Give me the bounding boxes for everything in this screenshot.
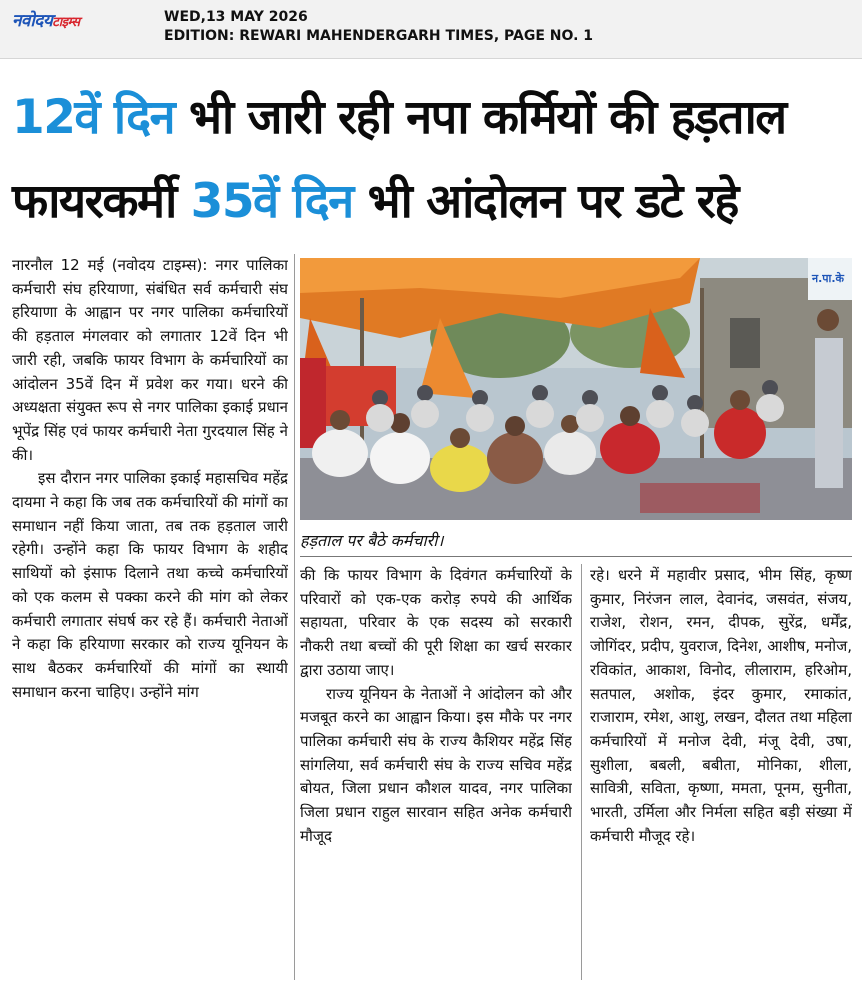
- headline-text-1: भी जारी रही नपा कर्मियों की हड़ताल: [174, 90, 786, 145]
- article-column-3: [590, 564, 852, 980]
- newspaper-logo[interactable]: [12, 8, 80, 31]
- logo-main-text: नवोदय: [12, 11, 53, 31]
- article-paragraph: राज्य यूनियन के नेताओं ने आंदोलन को और मजबूत करने का आह्वान किया। इस मौके पर नगर पालिका कर्मचारी संघ के राज्य कैशियर महेंद्र सिंह सांगलिया, सर्व कर्मचारी संघ के राज्य सचिव महेंद्र बोयत, जिला प्रधान कौशल यादव, नगर पालिका जिला प्रधान राहुल सारवान सहित अनेक कर्मचारी मौजूद: [300, 684, 572, 845]
- masthead-bar: [0, 0, 862, 59]
- article-paragraph: रहे। धरने में महावीर प्रसाद, भीम सिंह, कृष्ण कुमार, निरंजन लाल, देवानंद, जसवंत, संजय, राजेश, रोशन, रमन, दीपक, सुरेंद्र, धर्मेंद्र, जोगिंदर, प्रदीप, युवराज, दिनेश, आशीष, मनोज, रविकांत, आकाश, विनोद, लीलाराम, हरिओम, सतपाल, अशोक, इंदर कुमार, रमाकांत, राजाराम, रमेश, आशु, लखन, दौलत तथा महिला कर्मचारियों में मनोज देवी, मंजू देवी, उषा, सुशीला, बबली, बबीता, मोनिका, शीला, सावित्री, सविता, कृष्णा, ममता, पूनम, सुनीता, भारती, उर्मिला और निर्मला सहित बड़ी संख्या में कर्मचारी मौजूद रहे।: [590, 566, 852, 845]
- headline-text-2b: भी आंदोलन पर डटे रहे: [352, 174, 738, 229]
- article-column-2: [300, 564, 572, 980]
- banner-text: न.पा.के: [812, 272, 845, 285]
- column-divider: [581, 564, 582, 980]
- article-paragraph: की कि फायर विभाग के दिवंगत कर्मचारियों के परिवारों को एक-एक करोड़ रुपये की आर्थिक सहायता, परिवार के एक सदस्य को सरकारी नौकरी तथा बच्चों की पूरी शिक्षा का खर्च सरकार द्वारा उठाया जाए।: [300, 566, 572, 679]
- publication-date: WED,13 MAY 2026: [164, 9, 308, 25]
- article-paragraph: नारनौल 12 मई (नवोदय टाइम्स): नगर पालिका कर्मचारी संघ हरियाणा, संबंधित सर्व कर्मचारी संघ हरियाणा के आह्वान पर नगर पालिका कर्मचारियों की हड़ताल मंगलवार को लगातार 12वें दिन भी जारी रही, जबकि फायर विभाग के कर्मचारियों का आंदोलन 35वें दिन में प्रवेश कर गया। धरने की अध्यक्षता संयुक्त रूप से नगर पालिका इकाई प्रधान भूपेंद्र सिंह एवं फायर कर्मचारी नेता गुरदयाल सिंह ने की।: [12, 256, 288, 464]
- headline-line-1: [12, 86, 852, 150]
- column-divider: [294, 254, 295, 980]
- edition-meta: [164, 8, 593, 46]
- logo-sub-text: टाइम्स: [52, 15, 80, 30]
- headline-text-2a: फायरकर्मी: [12, 174, 191, 229]
- article-paragraph: इस दौरान नगर पालिका इकाई महासचिव महेंद्र दायमा ने कहा कि जब तक कर्मचारियों की मांगों का समाधान नहीं किया जाता, तब तक हड़ताल जारी रहेगी। उन्होंने कहा कि फायर विभाग के शहीद साथियों को इंसाफ दिलाने तथा कच्चे कर्मचारियों को एक कलम से पक्का करने की मांग को लेकर कर्मचारी लगातार संघर्ष कर रहे हैं। कर्मचारी नेताओं ने कहा कि हरियाणा सरकार को राज्य यूनियन के साथ बैठकर कर्मचारियों की मांगों का स्थायी समाधान करना चाहिए। उन्होंने मांग: [12, 469, 288, 701]
- headline-highlight-1: 12वें दिन: [12, 90, 175, 145]
- headline-line-2: [12, 170, 852, 234]
- headline-highlight-2: 35वें दिन: [190, 174, 353, 229]
- news-photo[interactable]: [300, 258, 852, 520]
- edition-info: EDITION: REWARI MAHENDERGARH TIMES, PAGE NO. 1: [164, 28, 594, 44]
- photo-caption: हड़ताल पर बैठे कर्मचारी।: [300, 530, 852, 557]
- article-column-1: [12, 254, 288, 980]
- protest-photo-illustration: [300, 258, 852, 520]
